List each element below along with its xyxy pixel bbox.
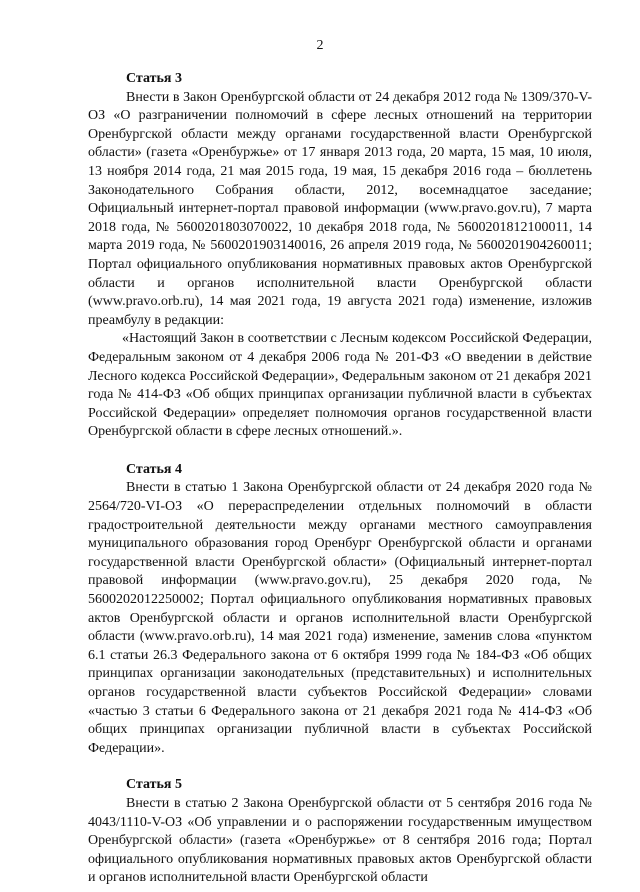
article-4-heading: Статья 4 <box>126 461 182 477</box>
article-3-quote: «Настоящий Закон в соответствии с Лесным кодексом Российской Федерации, Федеральным законом от 4 декабря 2006 года № 201-ФЗ «О введении в действие Лесного кодекса Российской Федерации», Федеральным законом от 21 декабря 2021 года № 414-ФЗ «Об общих принципах организации публичной власти в субъектах Российской Федерации» определяет полномочия органов государственной власти Оренбургской области в сфере лесных отношений.». <box>88 331 592 440</box>
article-3-heading: Статья 3 <box>126 71 182 86</box>
article-5-paragraph: Внести в статью 2 Закона Оренбургской области от 5 сентября 2016 года № 4043/1110-V-ОЗ «Об управлении и о распоряжении государственным имуществом Оренбургской области» (газета «Оренбуржье» от 8 сентября 2016 года; Портал официального опубликования нормативных правовых актов Оренбургской области и органов исполнительной власти Оренбургской области <box>88 795 592 886</box>
document-body <box>88 70 592 888</box>
page-number: 2 <box>316 38 324 53</box>
article-3-paragraph: Внести в Закон Оренбургской области от 24 декабря 2012 года № 1309/370-V-ОЗ «О разграничении полномочий в сфере лесных отношений на территории Оренбургской области между органами государственной власти Оренбургской области» (газета «Оренбуржье» от 17 января 2013 года, 20 марта, 15 мая, 10 июля, 13 ноября 2014 года, 21 мая 2015 года, 19 мая, 15 декабря 2016 года – бюллетень Законодательного Собрания области, 2012, восемнадцатое заседание; Официальный интернет-портал правовой информации (www.pravo.gov.ru), 7 марта 2018 года, № 5600201803070022, 10 декабря 2018 года, № 5600201812100011, 14 марта 2019 года, № 5600201903140016, 26 апреля 2019 года, № 5600201904260011; Портал официального опубликования нормативных правовых актов Оренбургской области и органов исполнительной власти Оренбургской области (www.pravo.orb.ru), 14 мая 2021 года, 19 августа 2021 года) изменение, изложив преамбулу в редакции: <box>88 89 592 328</box>
article-5-heading: Статья 5 <box>126 777 182 793</box>
article-4-paragraph: Внести в статью 1 Закона Оренбургской области от 24 декабря 2020 года № 2564/720-VI-ОЗ «О перераспределении отдельных полномочий в области градостроительной деятельности между органами местного самоуправления муниципального образования город Оренбург Оренбургской области и органами государственной власти Оренбургской области» (Официальный интернет-портал правовой информации (www.pravo.gov.ru), 25 декабря 2020 года, № 5600202012250002; Портал официального опубликования нормативных правовых актов Оренбургской области и органов исполнительной власти Оренбургской области (www.pravo.orb.ru), 14 мая 2021 года) изменение, заменив слова «пунктом 6.1 статьи 26.3 Федерального закона от 6 октября 1999 года № 184-ФЗ «Об общих принципах организации законодательных (представительных) и исполнительных органов государственной власти субъектов Российской Федерации» словами «частью 3 статьи 6 Федерального закона от 21 декабря 2021 года № 414-ФЗ «Об общих принципах организации публичной власти в субъектах Российской Федерации». <box>88 480 592 756</box>
